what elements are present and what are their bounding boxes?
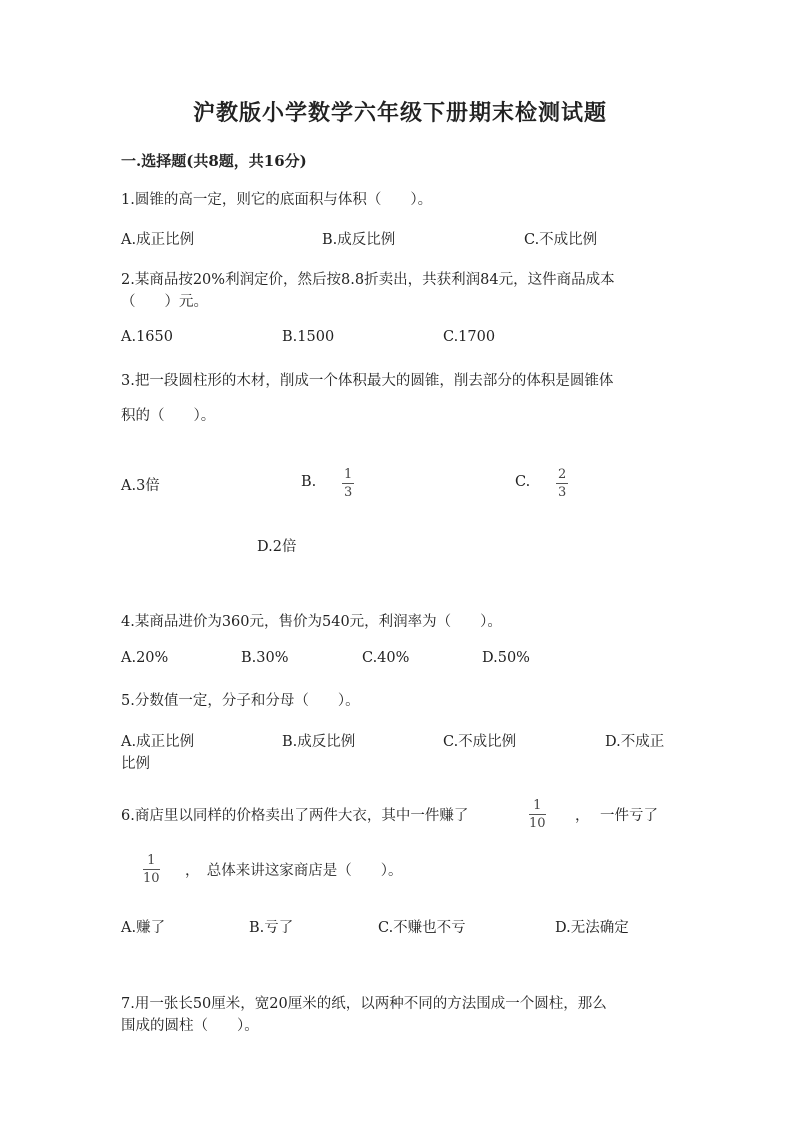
- question-2-option-b[interactable]: B.1500: [282, 329, 335, 345]
- question-1-option-b[interactable]: B.成反比例: [322, 232, 396, 248]
- question-6-fraction-2: [143, 854, 160, 885]
- fraction-numerator: 1: [533, 798, 542, 813]
- fraction-denominator: 10: [529, 816, 546, 831]
- question-5-option-b[interactable]: B.成反比例: [282, 734, 356, 750]
- question-6-stem-line-1: 6.商店里以同样的价格卖出了两件大衣，其中一件赚了: [121, 808, 469, 824]
- question-3-stem-line-2: 积的（ ）。: [121, 408, 216, 424]
- question-4-option-d[interactable]: D.50%: [482, 650, 530, 666]
- question-4-option-c[interactable]: C.40%: [362, 650, 410, 666]
- question-5-stem: 5.分数值一定，分子和分母（ ）。: [121, 693, 360, 709]
- section-heading: 一.选择题(共8题，共16分): [121, 152, 307, 170]
- question-3-option-d[interactable]: D.2倍: [257, 539, 297, 555]
- question-4-stem: 4.某商品进价为360元，售价为540元，利润率为（ ）。: [121, 614, 502, 630]
- question-6-comma: ，: [575, 808, 590, 824]
- question-6-stem-line-2: ， 总体来讲这家商店是（ ）。: [185, 863, 403, 879]
- question-2-option-c[interactable]: C.1700: [443, 329, 496, 345]
- question-4-option-a[interactable]: A.20%: [121, 650, 169, 666]
- fraction-denominator: 10: [143, 871, 160, 886]
- fraction-numerator: 1: [147, 853, 156, 868]
- question-3-option-c[interactable]: C.: [515, 474, 531, 490]
- question-7-stem-line-2: 围成的圆柱（ ）。: [121, 1018, 259, 1034]
- question-6-option-b[interactable]: B.亏了: [249, 920, 294, 936]
- question-7-stem-line-1: 7.用一张长50厘米，宽20厘米的纸，以两种不同的方法围成一个圆柱，那么: [121, 996, 607, 1012]
- question-1-option-c[interactable]: C.不成比例: [524, 232, 598, 248]
- fraction-numerator: 2: [558, 467, 567, 482]
- question-6-stem-line-1b: 一件亏了: [600, 808, 658, 824]
- question-6-fraction-1: [529, 799, 546, 830]
- question-5-option-a[interactable]: A.成正比例: [121, 734, 195, 750]
- question-6-option-d[interactable]: D.无法确定: [555, 920, 629, 936]
- question-3-option-a[interactable]: A.3倍: [121, 478, 160, 494]
- question-4-option-b[interactable]: B.30%: [241, 650, 289, 666]
- question-3-option-c-fraction: [556, 468, 568, 499]
- question-5-option-d-continued: 比例: [121, 756, 150, 772]
- question-6-option-c[interactable]: C.不赚也不亏: [378, 920, 466, 936]
- fraction-denominator: 3: [344, 485, 353, 500]
- page-title: 沪教版小学数学六年级下册期末检测试题: [192, 100, 607, 126]
- fraction-numerator: 1: [344, 467, 353, 482]
- fraction-denominator: 3: [558, 485, 567, 500]
- question-2-stem-line-1: 2.某商品按20%利润定价，然后按8.8折卖出，共获利润84元，这件商品成本: [121, 272, 615, 288]
- question-5-option-d[interactable]: D.不成正: [605, 734, 665, 750]
- question-5-option-c[interactable]: C.不成比例: [443, 734, 517, 750]
- question-2-option-a[interactable]: A.1650: [121, 329, 173, 345]
- question-6-option-a[interactable]: A.赚了: [121, 920, 166, 936]
- question-3-option-b-fraction: [342, 468, 354, 499]
- question-1-stem: 1.圆锥的高一定，则它的底面积与体积（ ）。: [121, 192, 433, 208]
- question-2-stem-line-2: （ ）元。: [121, 294, 208, 310]
- question-1-option-a[interactable]: A.成正比例: [121, 232, 195, 248]
- question-3-option-b[interactable]: B.: [301, 474, 317, 490]
- question-3-stem-line-1: 3.把一段圆柱形的木材，削成一个体积最大的圆锥，削去部分的体积是圆锥体: [121, 373, 614, 389]
